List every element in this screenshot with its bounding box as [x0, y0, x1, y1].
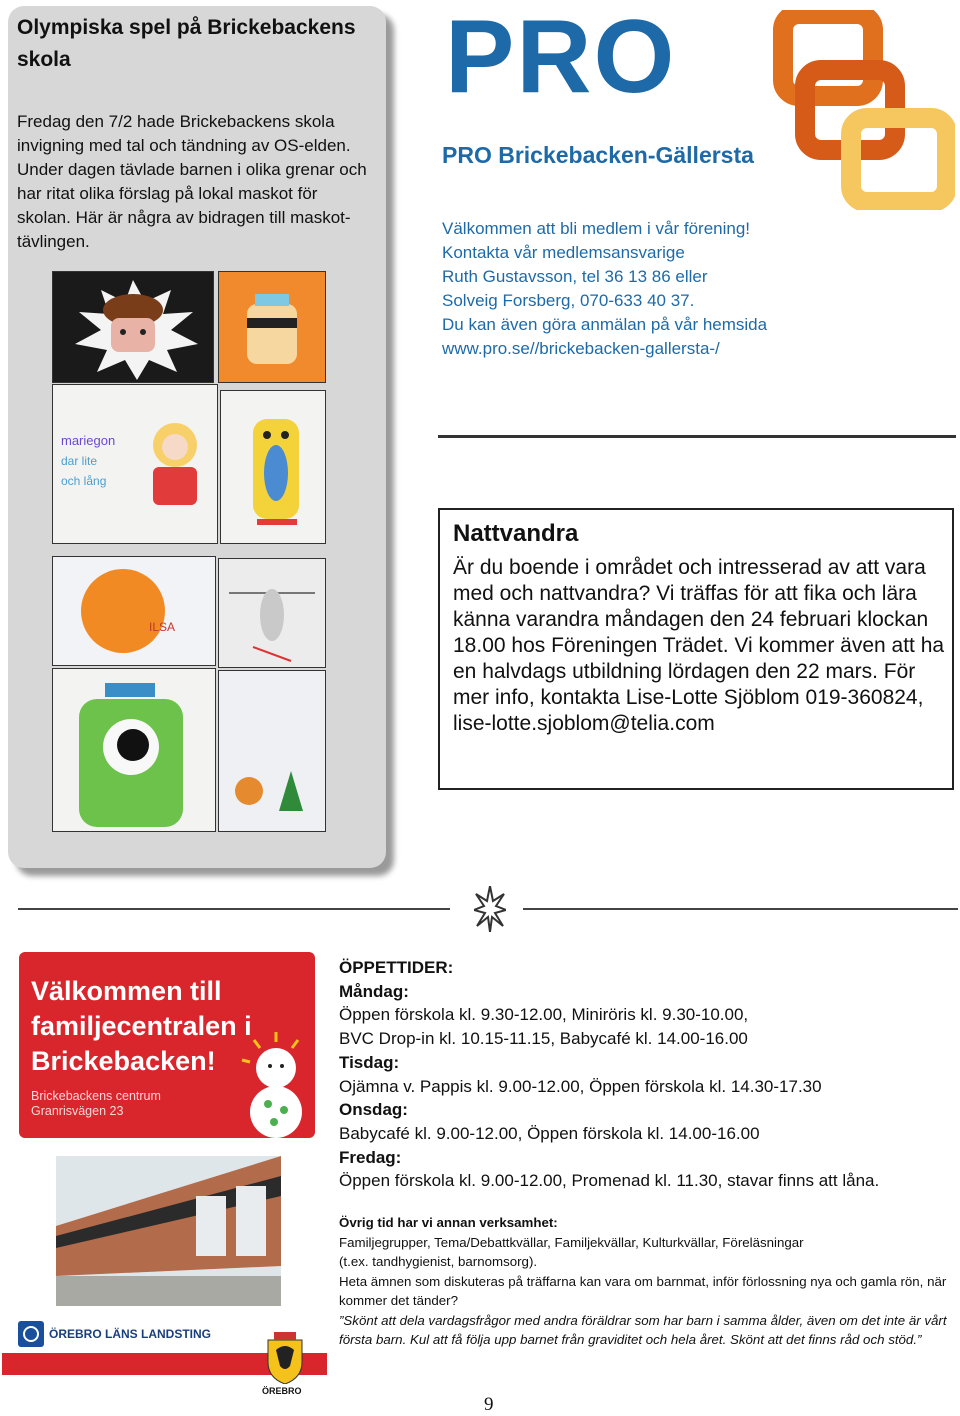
landsting-icon — [18, 1321, 44, 1347]
family-address — [31, 1089, 161, 1119]
landsting-label: ÖREBRO LÄNS LANDSTING — [49, 1327, 211, 1341]
drawing-yellow-mascot — [220, 390, 326, 544]
opening-hours — [339, 956, 939, 1193]
divider — [18, 908, 450, 910]
pro-logo — [445, 10, 955, 210]
address-line: Granrisvägen 23 — [31, 1104, 124, 1118]
olympic-title: Olympiska spel på Brickebackens skola — [17, 16, 356, 71]
other-activities-line: Heta ämnen som diskuteras på träffarna kan vara om barnmat, inför förlossning nya och gamla rön, när kommer det tänder? — [339, 1273, 947, 1308]
pro-heading: PRO Brickebacken-Gällersta — [442, 142, 754, 168]
hours-line: Öppen förskola kl. 9.00-12.00, Promenad kl. 11.30, stavar finns att låna. — [339, 1171, 880, 1191]
other-activities-line: (t.ex. tandhygienist, barnomsorg). — [339, 1254, 538, 1269]
drawing-doll-mascot — [52, 384, 218, 544]
page-number: 9 — [484, 1394, 494, 1415]
other-activities-line: Familjegrupper, Tema/Debattkvällar, Familjekvällar, Kulturkvällar, Föreläsningar — [339, 1234, 804, 1250]
svg-text:ILSA: ILSA — [149, 620, 176, 634]
orebro-label: ÖREBRO — [262, 1386, 302, 1396]
svg-text:och lång: och lång — [61, 474, 107, 488]
pro-line: Solveig Forsberg, 070-633 40 37. — [442, 291, 695, 310]
day-label: Måndag: — [339, 981, 409, 1001]
family-heading: Välkommen till familjecentralen i Brickebacken! — [31, 976, 252, 1076]
hours-line: BVC Drop-in kl. 10.15-11.15, Babycafé kl. 14.00-16.00 — [339, 1029, 748, 1049]
nattvandra-heading: Nattvandra — [453, 520, 579, 547]
hours-line: Öppen förskola kl. 9.30-12.00, Miniröris kl. 9.30-10.00, — [339, 1005, 749, 1025]
svg-text:mariegon: mariegon — [61, 433, 116, 448]
divider — [438, 435, 956, 438]
svg-text:dar lite: dar lite — [61, 454, 98, 468]
drawing-tiger-mascot — [218, 670, 326, 832]
pro-line: Välkommen att bli medlem i vår förening! — [442, 219, 751, 238]
other-activities-title: Övrig tid har vi annan verksamhet: — [339, 1215, 558, 1230]
day-label: Fredag: — [339, 1147, 402, 1167]
pro-body — [442, 217, 832, 361]
pro-line: Du kan även göra anmälan på vår hemsida — [442, 315, 768, 334]
drawing-bird-mascot — [218, 558, 326, 668]
building-photo — [56, 1156, 281, 1306]
hours-line: Ojämna v. Pappis kl. 9.00-12.00, Öppen förskola kl. 14.30-17.30 — [339, 1076, 822, 1096]
address-line: Brickebackens centrum — [31, 1089, 161, 1103]
pro-line: Ruth Gustavsson, tel 36 13 86 eller — [442, 267, 708, 286]
olympic-body: Fredag den 7/2 hade Brickebackens skola invigning med tal och tändning av OS-elden. Under dagen tävlade barnen i olika grenar och har ritat olika förslag på lokal maskot för skolan. Här är några av bidragen till maskot-tävlingen. — [17, 112, 367, 251]
star-icon — [474, 886, 506, 932]
pro-line: Kontakta vår medlemsansvarige — [442, 243, 685, 262]
drawing-green-eye-mascot — [52, 668, 216, 832]
divider — [523, 908, 958, 910]
pro-logo-text: PRO — [445, 10, 677, 115]
nattvandra-body: Är du boende i området och intresserad av att vara med och nattvandra? Vi träffas för att fika och lära känna varandra måndagen den 24 februari klockan 18.00 hos Föreningen Trädet. Vi kommer även att ha en halvdags utbildning lördagen den 22 mars. För mer info, kontakta Lise-Lotte Sjöblom 019-360824, lise-lotte.sjoblom@telia.com — [453, 556, 945, 735]
drawing-orange-mascot — [218, 271, 326, 383]
hours-title: ÖPPETTIDER: — [339, 958, 454, 977]
day-label: Onsdag: — [339, 1100, 408, 1120]
orebro-crest-icon — [266, 1332, 304, 1384]
drawing-orange-ball-mascot — [52, 556, 216, 666]
pro-website-link[interactable]: www.pro.se//brickebacken-gallersta-/ — [442, 339, 720, 358]
day-label: Tisdag: — [339, 1052, 400, 1072]
other-activities — [339, 1213, 957, 1350]
hours-line: Babycafé kl. 9.00-12.00, Öppen förskola kl. 14.00-16.00 — [339, 1123, 760, 1143]
testimonial-quote: ”Skönt att dela vardagsfrågor med andra föräldrar som har barn i samma ålder, även om det inte är vårt första barn. Kul att få följa upp barnet från graviditet och hela året. Skönt att det finns råd och stöd.” — [339, 1312, 947, 1347]
snowman-icon — [236, 1030, 316, 1140]
drawing-muffin-mascot — [52, 271, 214, 383]
